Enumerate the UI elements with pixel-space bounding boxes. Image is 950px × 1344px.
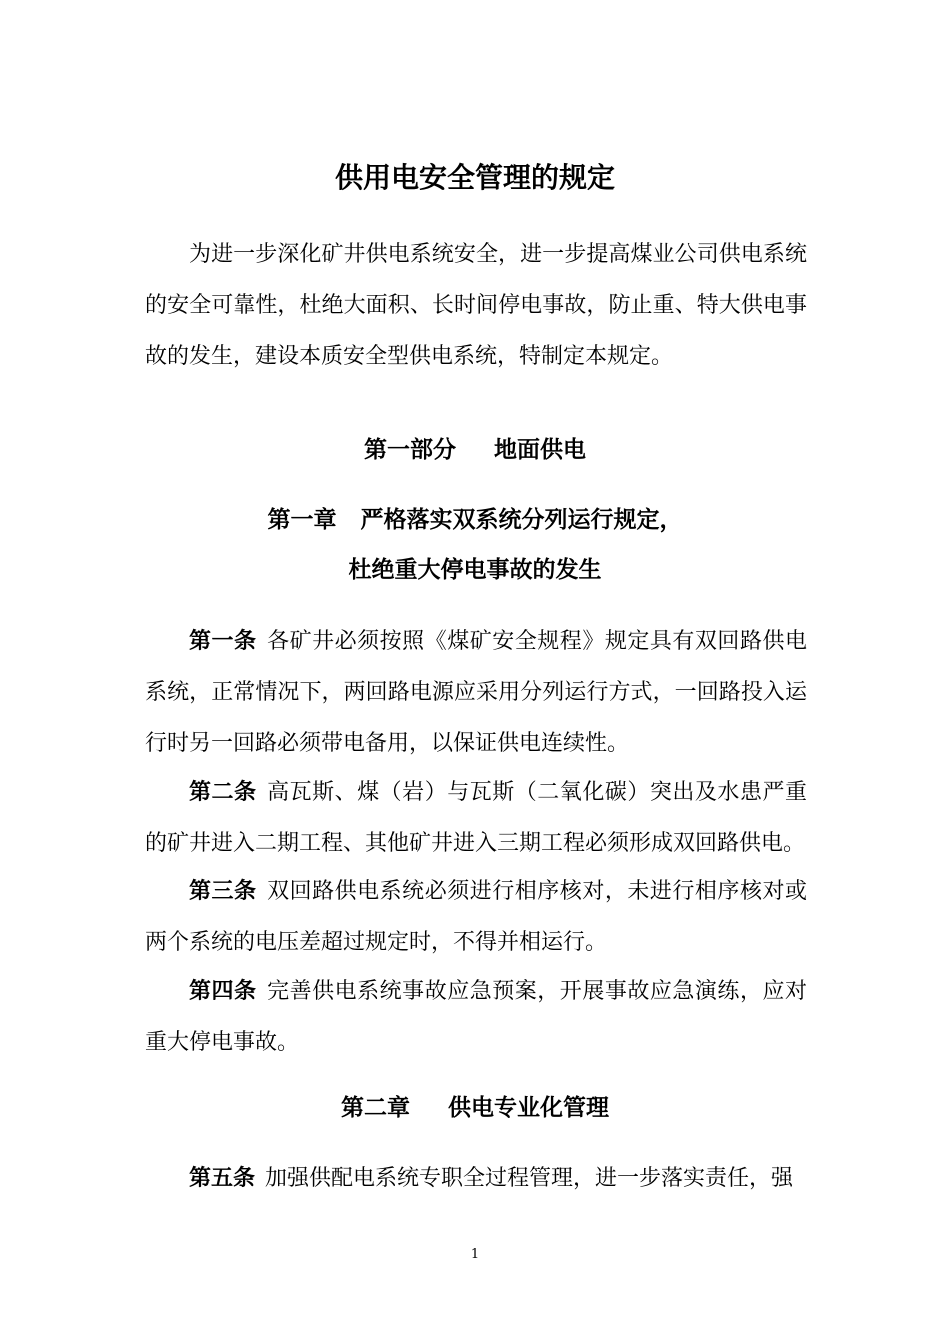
part-name: 地面供电 xyxy=(494,437,586,463)
chapter2-title: 供电专业化管理 xyxy=(448,1095,609,1121)
article-3 xyxy=(145,866,807,968)
article-4-label: 第四条 xyxy=(189,979,257,1004)
part-label: 第一部分 xyxy=(364,437,456,463)
article-5 xyxy=(145,1153,807,1204)
chapter1-heading-line1 xyxy=(0,500,950,540)
article-1-label: 第一条 xyxy=(189,629,257,654)
article-2-text: 高瓦斯、煤（岩）与瓦斯（二氧化碳）突出及水患严重的矿井进入二期工程、其他矿井进入三期工程必须形成双回路供电。 xyxy=(145,780,807,856)
article-1-text: 各矿井必须按照《煤矿安全规程》规定具有双回路供电系统，正常情况下，两回路电源应采用分列运行方式，一回路投入运行时另一回路必须带电备用，以保证供电连续性。 xyxy=(145,629,807,756)
chapter2-label: 第二章 xyxy=(341,1095,410,1121)
article-4-text: 完善供电系统事故应急预案，开展事故应急演练，应对重大停电事故。 xyxy=(145,979,807,1055)
article-4 xyxy=(145,966,807,1068)
chapter1-heading-line2: 杜绝重大停电事故的发生 xyxy=(348,557,602,583)
chapter1-label: 第一章 xyxy=(267,507,337,533)
article-3-text: 双回路供电系统必须进行相序核对，未进行相序核对或两个系统的电压差超过规定时，不得并相运行。 xyxy=(145,879,807,955)
intro-paragraph: 为进一步深化矿井供电系统安全，进一步提高煤业公司供电系统的安全可靠性，杜绝大面积、长时间停电事故，防止重、特大供电事故的发生，建设本质安全型供电系统，特制定本规定。 xyxy=(145,242,807,369)
document-title: 供用电安全管理的规定 xyxy=(334,161,615,194)
page-number: 1 xyxy=(470,1247,480,1262)
article-3-label: 第三条 xyxy=(189,879,257,904)
chapter1-title-line1: 严格落实双系统分列运行规定， xyxy=(360,507,683,533)
part-heading xyxy=(0,430,950,470)
article-2 xyxy=(145,767,807,869)
article-2-label: 第二条 xyxy=(189,780,257,805)
chapter2-heading xyxy=(0,1088,950,1128)
article-5-label: 第五条 xyxy=(189,1166,256,1191)
article-5-text: 加强供配电系统专职全过程管理，进一步落实责任，强 xyxy=(265,1166,794,1191)
article-1 xyxy=(145,616,807,769)
